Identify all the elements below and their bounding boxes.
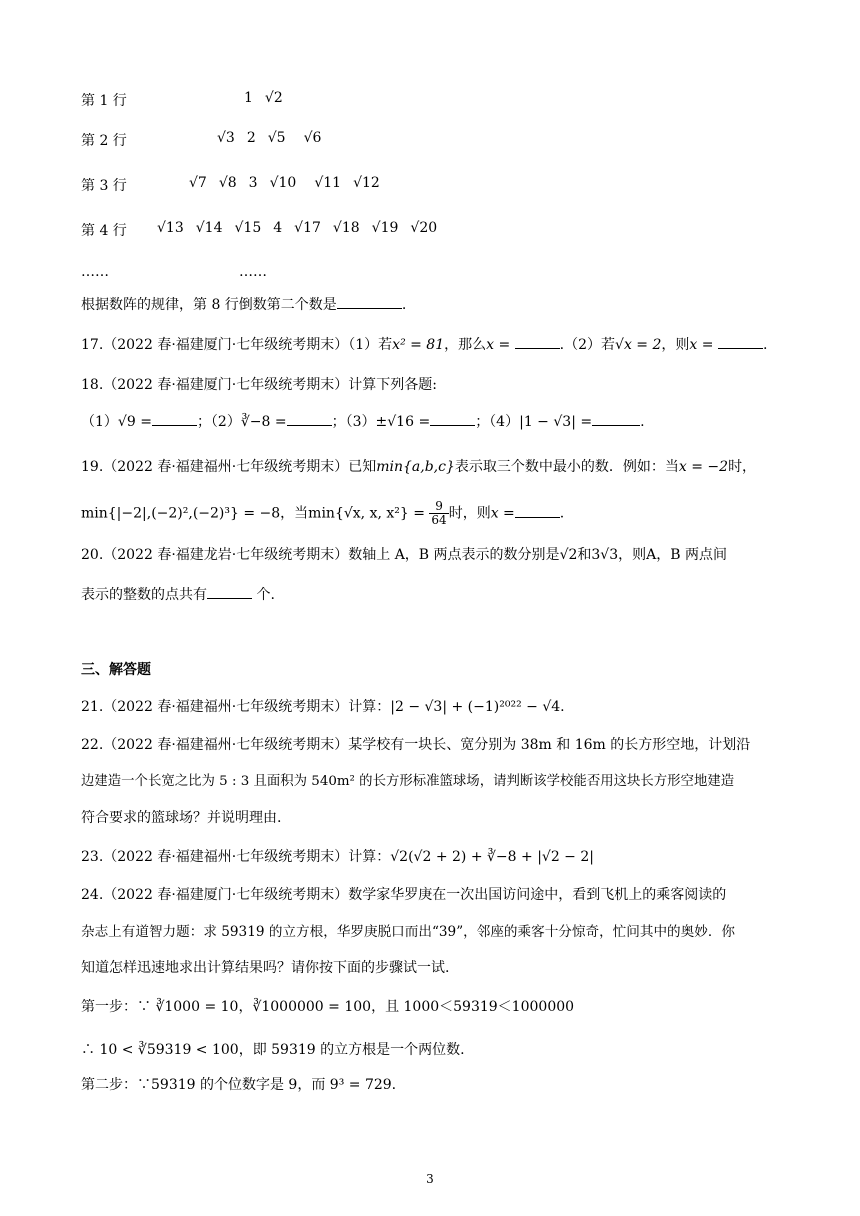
- array-row-2-label: 第 2 行: [81, 133, 127, 149]
- question-24: 24.（2022 春·福建厦门·七年级统考期末）数学家华罗庚在一次出国访问途中，看到飞机上的乘客阅读的: [81, 887, 727, 903]
- array-item: √10: [269, 175, 297, 191]
- question-24-step2: 第二步：∵59319 的个位数字是 9，而 9³ = 729.: [81, 1077, 397, 1093]
- question-19: 19.（2022 春·福建福州·七年级统考期末）已知min{a,b,c}表示取三个数中最小的数．例如：当x = −2时，: [81, 459, 757, 475]
- array-item: √3: [217, 130, 235, 146]
- array-row-3-label: 第 3 行: [81, 178, 127, 194]
- array-item: √13: [157, 220, 184, 236]
- answer-blank[interactable]: [515, 348, 560, 349]
- answer-blank[interactable]: [718, 348, 763, 349]
- question-22-line3: 符合要求的篮球场？并说明理由.: [81, 810, 282, 826]
- question-24-step1b: ∴ 10 < ∛59319 < 100，即 59319 的立方根是一个两位数.: [81, 1042, 465, 1058]
- array-item: √11: [314, 175, 342, 191]
- question-24-line3: 知道怎样迅速地求出计算结果吗？请你按下面的步骤试一试.: [81, 960, 450, 976]
- array-item: √2: [264, 90, 283, 106]
- question-19-line2: min{|−2|,(−2)²,(−2)³} = −8，当min{√x, x, x²} = $\frac{9}{64}$ 时，则x = .: [81, 499, 565, 527]
- array-item: √14: [195, 220, 223, 236]
- array-item: 3: [248, 175, 258, 191]
- array-item: √5: [267, 130, 286, 146]
- array-item: 4: [273, 220, 283, 236]
- question-18: 18.（2022 春·福建厦门·七年级统考期末）计算下列各题:: [81, 377, 437, 393]
- array-row-4-label: 第 4 行: [81, 223, 127, 239]
- array-item: √17: [294, 220, 321, 236]
- array-item: √8: [218, 175, 237, 191]
- array-item: √6: [303, 130, 322, 146]
- section-title: 三、解答题: [81, 662, 151, 678]
- array-row-1-label: 第 1 行: [81, 93, 127, 109]
- array-item: 2: [246, 130, 256, 146]
- array-item: √15: [234, 220, 262, 236]
- array-item: √19: [371, 220, 399, 236]
- question-20-line2: 表示的整数的点共有 个.: [81, 587, 275, 603]
- question-24-step1: 第一步：∵ ∛1000 = 10，∛1000000 = 100，且 1000＜59319＜1000000: [81, 999, 575, 1015]
- array-item: √18: [332, 220, 360, 236]
- answer-blank[interactable]: [337, 308, 402, 309]
- array-item: √12: [353, 175, 380, 191]
- question-22: 22.（2022 春·福建福州·七年级统考期末）某学校有一块长、宽分别为 38m 和 16m 的长方形空地，计划沿: [81, 737, 751, 753]
- array-item: √20: [410, 220, 438, 236]
- question-20: 20.（2022 春·福建龙岩·七年级统考期末）数轴上 A，B 两点表示的数分别是√2和3√3，则A，B 两点间: [81, 547, 727, 563]
- question-23: 23.（2022 春·福建福州·七年级统考期末）计算：√2(√2 + 2) + ∛−8 + |√2 − 2|: [81, 849, 594, 865]
- question-21: 21.（2022 春·福建福州·七年级统考期末）计算：|2 − √3| + (−1)²⁰²² − √4.: [81, 699, 565, 715]
- question-22-line2: 边建造一个长宽之比为 5 : 3 且面积为 540m² 的长方形标准篮球场，请判断该学校能否用这块长方形空地建造: [81, 774, 735, 789]
- answer-blank[interactable]: [515, 517, 560, 518]
- question-18-items: （1）√9 = ；（2）∛−8 = ；（3）±√16 = ；（4）|1 − √3| = .: [81, 414, 645, 430]
- answer-blank[interactable]: [430, 425, 475, 426]
- answer-blank[interactable]: [152, 425, 197, 426]
- question-24-line2: 杂志上有道智力题：求 59319 的立方根，华罗庚脱口而出“39”，邻座的乘客十分惊奇，忙问其中的奥妙．你: [81, 924, 736, 940]
- answer-blank[interactable]: [287, 425, 332, 426]
- array-row-1: [244, 90, 301, 106]
- array-ellipsis-right: ……: [239, 264, 267, 280]
- array-item: 1: [244, 90, 253, 106]
- array-item: √7: [189, 175, 207, 191]
- fraction: $\frac{9}{64}$: [431, 499, 447, 527]
- page-number: 3: [426, 1172, 434, 1186]
- answer-blank[interactable]: [592, 425, 640, 426]
- array-question: 根据数阵的规律，第 8 行倒数第二个数是 .: [81, 297, 407, 313]
- array-row-2: [217, 130, 339, 146]
- array-row-3: [189, 175, 398, 191]
- array-row-4: [157, 220, 455, 236]
- answer-blank[interactable]: [207, 598, 252, 599]
- question-17: 17.（2022 春·福建厦门·七年级统考期末）（1）若x² = 81，那么x = .（2）若√x = 2，则x = .: [81, 337, 768, 353]
- array-ellipsis-left: ……: [81, 264, 109, 280]
